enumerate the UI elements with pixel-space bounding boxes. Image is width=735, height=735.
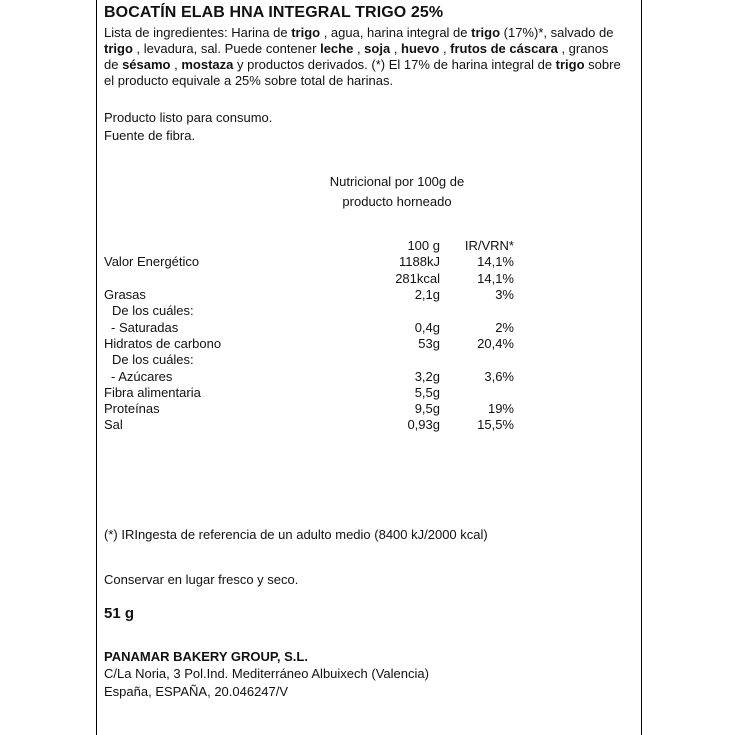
nutrition-heading-line2: producto horneado [342,194,452,209]
nutrient-label: Fibra alimentaria [104,384,201,400]
ingredients-list [104,25,624,89]
product-title: BOCATÍN ELAB HNA INTEGRAL TRIGO 25% [104,4,444,21]
allergen-text: trigo [104,41,133,56]
nutrition-row [104,401,514,417]
company-country-registry: España, ESPAÑA, 20.046247/V [104,684,289,699]
allergen-text: mostaza [181,57,234,72]
ingredient-text: y productos derivados. (*) El 17% de harina integral de [233,57,556,72]
nutrient-value-100g: 2,1g [414,287,440,303]
nutrient-value-100g: 281kcal [395,270,440,286]
ingredient-text: , agua, harina integral de [320,25,472,40]
nutrition-heading-line1: Nutricional por 100g de [329,174,465,189]
column-100g: 100 g [407,238,440,254]
nutrition-row [104,352,514,368]
allergen-text: trigo [291,25,321,40]
allergen-text: sésamo [122,57,171,72]
nutrient-value-100g: 53g [418,335,440,351]
allergen-text: soja [364,41,391,56]
nutrient-ir-percent [440,385,514,401]
storage-instructions: Conservar en lugar fresco y seco. [104,572,299,587]
nutrition-row [104,271,514,287]
nutrition-column-header [104,238,514,254]
nutrient-value-100g: 3,2g [414,368,440,384]
allergen-text: trigo [555,57,585,72]
nutrient-value-100g: 0,4g [414,319,440,335]
nutrient-ir-percent: 3% [495,287,514,303]
nutrient-label: Grasas [104,287,146,303]
reference-intake-footnote: (*) IRIngesta de referencia de un adulto medio (8400 kJ/2000 kcal) [104,527,488,542]
nutrition-row [104,385,514,401]
nutrient-label: Proteínas [104,401,160,417]
ingredient-text: sobre el producto equivale a 25% sobre total de harinas. [104,57,621,88]
allergen-text: huevo [401,41,440,56]
nutrition-header-empty [104,238,366,254]
fiber-claim: Fuente de fibra. [104,128,196,143]
ingredient-text: , granos de [104,41,609,72]
nutrient-label: De los cuáles: [112,352,194,368]
nutrient-label: Valor Energético [104,254,200,270]
company-address: C/La Noria, 3 Pol.Ind. Mediterráneo Albuixech (Valencia) [104,666,429,681]
nutrient-value-100g: 9,5g [414,401,440,417]
nutrient-label: Sal [104,417,123,433]
net-weight: 51 g [104,605,135,622]
ingredient-text: Lista de ingredientes: Harina de [104,25,292,40]
ingredient-text: , levadura, sal. Puede contener [132,41,321,56]
ingredient-text: , [353,41,365,56]
company-name: PANAMAR BAKERY GROUP, S.L. [104,649,308,664]
nutrition-table [104,238,514,434]
nutrient-value-100g: 5,5g [414,384,440,400]
allergen-text: frutos de cáscara [450,41,558,56]
nutrient-ir-percent: 14,1% [477,270,514,286]
nutrient-ir-percent: 2% [495,319,514,335]
nutrient-label [104,271,366,287]
nutrition-row [104,254,514,270]
nutrient-label: Hidratos de carbono [104,335,222,351]
ingredient-text: , [439,41,451,56]
allergen-text: trigo [471,25,501,40]
nutrient-label: - Azúcares [111,368,173,384]
allergen-text: leche [320,41,354,56]
nutrient-ir-percent [440,303,514,319]
nutrient-ir-percent: 19% [487,401,514,417]
nutrition-row [104,287,514,303]
ready-to-eat-note: Producto listo para consumo. [104,110,273,125]
nutrient-ir-percent: 14,1% [477,254,514,270]
nutrient-ir-percent: 15,5% [477,417,514,433]
nutrient-value-100g: 0,93g [407,417,440,433]
nutrient-ir-percent: 3,6% [484,368,514,384]
nutrient-label: - Saturadas [111,319,179,335]
ingredient-text: , [390,41,402,56]
nutrient-value-100g [366,303,440,319]
nutrition-row [104,319,514,335]
nutrient-ir-percent: 20,4% [477,335,514,351]
ingredient-text: (17%)*, salvado de [500,25,614,40]
nutrient-value-100g: 1188kJ [399,254,440,270]
nutrient-value-100g [366,352,440,368]
nutrition-heading [322,172,472,212]
nutrition-row [104,303,514,319]
column-ir-vrn: IR/VRN* [464,238,514,254]
nutrition-row [104,368,514,384]
nutrition-row [104,336,514,352]
ingredient-text: , [170,57,182,72]
nutrient-label: De los cuáles: [112,303,194,319]
nutrition-row [104,417,514,433]
nutrient-ir-percent [440,352,514,368]
